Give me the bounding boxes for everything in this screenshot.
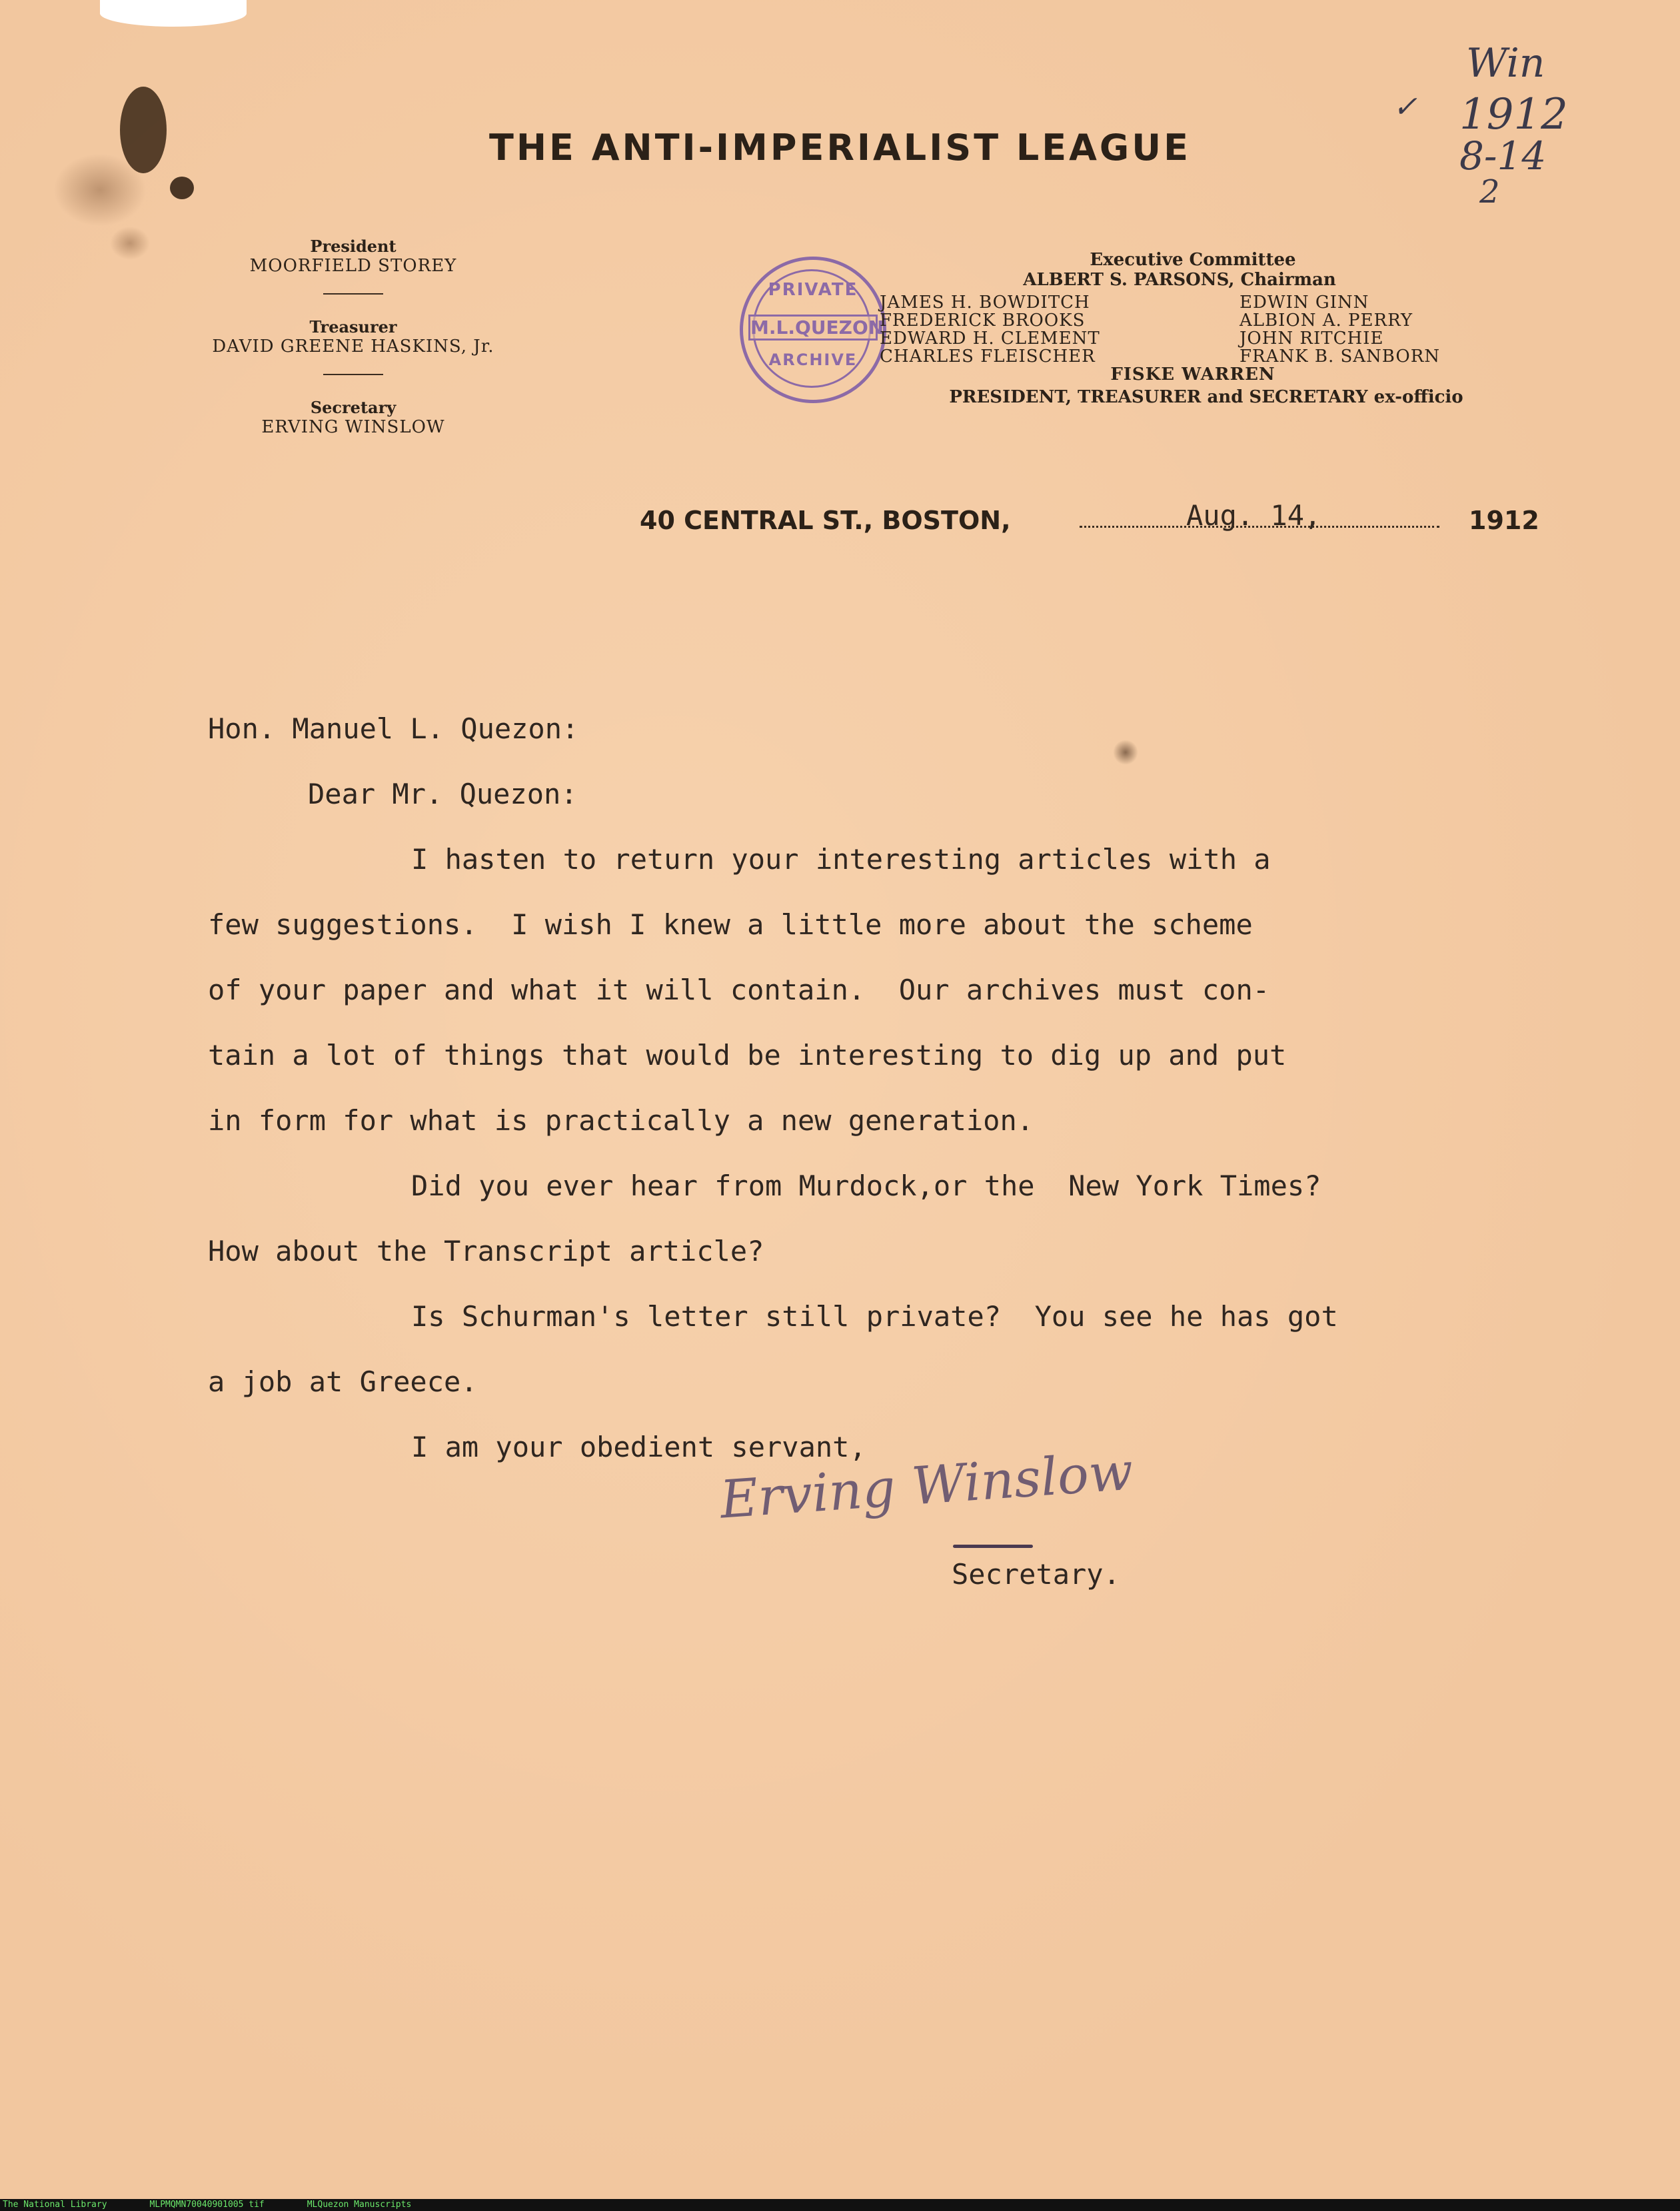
body-line: Is Schurman's letter still private? You see he has got (411, 1300, 1338, 1333)
body-line: a job at Greece. (208, 1365, 478, 1398)
officers-column (167, 237, 540, 437)
signer-title: Secretary. (952, 1558, 1120, 1591)
committee-member: JOHN RITCHIE (1240, 329, 1384, 349)
body-line: few suggestions. I wish I knew a little more about the scheme (208, 908, 1253, 941)
year: 1912 (1469, 506, 1539, 535)
pencil-note: 1912 (1459, 90, 1568, 139)
executive-committee (880, 250, 1499, 407)
paper-tear (100, 0, 247, 27)
committee-member: CHARLES FLEISCHER (880, 347, 1096, 367)
letter-body (208, 696, 1541, 1480)
stamp-top-text: PRIVATE (768, 280, 858, 300)
body-line: in form for what is practically a new generation. (208, 1104, 1034, 1137)
secretary-label: Secretary (310, 398, 397, 417)
addressee: Hon. Manuel L. Quezon: (208, 712, 579, 745)
treasurer-name: DAVID GREENE HASKINS, Jr. (212, 337, 494, 357)
divider (323, 374, 383, 375)
ink-stain (110, 227, 150, 260)
ex-officio-note: PRESIDENT, TREASURER and SECRETARY ex-officio (949, 387, 1463, 407)
ink-stain (170, 177, 194, 199)
body-line: tain a lot of things that would be interesting to dig up and put (208, 1039, 1287, 1072)
committee-member: FRANK B. SANBORN (1240, 347, 1441, 367)
president-label: President (310, 237, 397, 256)
committee-member: EDWIN GINN (1240, 293, 1369, 313)
footer-collection: MLQuezon Manuscripts (307, 2200, 412, 2210)
president-name: MOORFIELD STOREY (249, 256, 457, 276)
secretary-name: ERVING WINSLOW (261, 417, 445, 437)
closing: I am your obedient servant, (411, 1431, 866, 1463)
handwritten-signature: Erving Winslow (718, 1441, 1136, 1531)
committee-chair: ALBERT S. PARSONS, Chairman (1023, 270, 1336, 290)
divider (323, 293, 383, 295)
committee-heading: Executive Committee (1090, 250, 1296, 270)
salutation: Dear Mr. Quezon: (308, 778, 578, 810)
committee-member: FISKE WARREN (1110, 365, 1275, 384)
stamp-bottom-text: ARCHIVE (768, 351, 858, 369)
pencil-note: 2 (1479, 173, 1500, 211)
treasurer-label: Treasurer (309, 317, 397, 337)
body-line: of your paper and what it will contain. Our archives must con- (208, 974, 1270, 1006)
footer-library: The National Library (3, 2200, 107, 2210)
check-mark: ✓ (1393, 90, 1417, 124)
date: Aug. 14, (1186, 499, 1321, 532)
committee-member: FREDERICK BROOKS (880, 311, 1086, 331)
scan-footer (0, 2199, 1680, 2211)
committee-member: EDWARD H. CLEMENT (880, 329, 1100, 349)
pencil-note: Win (1466, 40, 1545, 87)
footer-file: MLPMQMN70040901005 tif (149, 2200, 265, 2210)
body-line: How about the Transcript article? (208, 1235, 764, 1267)
committee-members (880, 294, 1499, 366)
body-line: I hasten to return your interesting articles with a (411, 843, 1271, 876)
committee-member: JAMES H. BOWDITCH (880, 293, 1090, 313)
address: 40 CENTRAL ST., BOSTON, (640, 506, 1011, 535)
stamp-middle-text: M.L.QUEZON (748, 315, 878, 341)
address-date-line (640, 499, 1539, 536)
letterhead-title: THE ANTI-IMPERIALIST LEAGUE (489, 127, 1191, 169)
pencil-note: 8-14 (1459, 133, 1547, 179)
committee-member: ALBION A. PERRY (1240, 311, 1413, 331)
body-line: Did you ever hear from Murdock,or the New York Times? (411, 1169, 1321, 1202)
signature-underline (953, 1545, 1033, 1548)
